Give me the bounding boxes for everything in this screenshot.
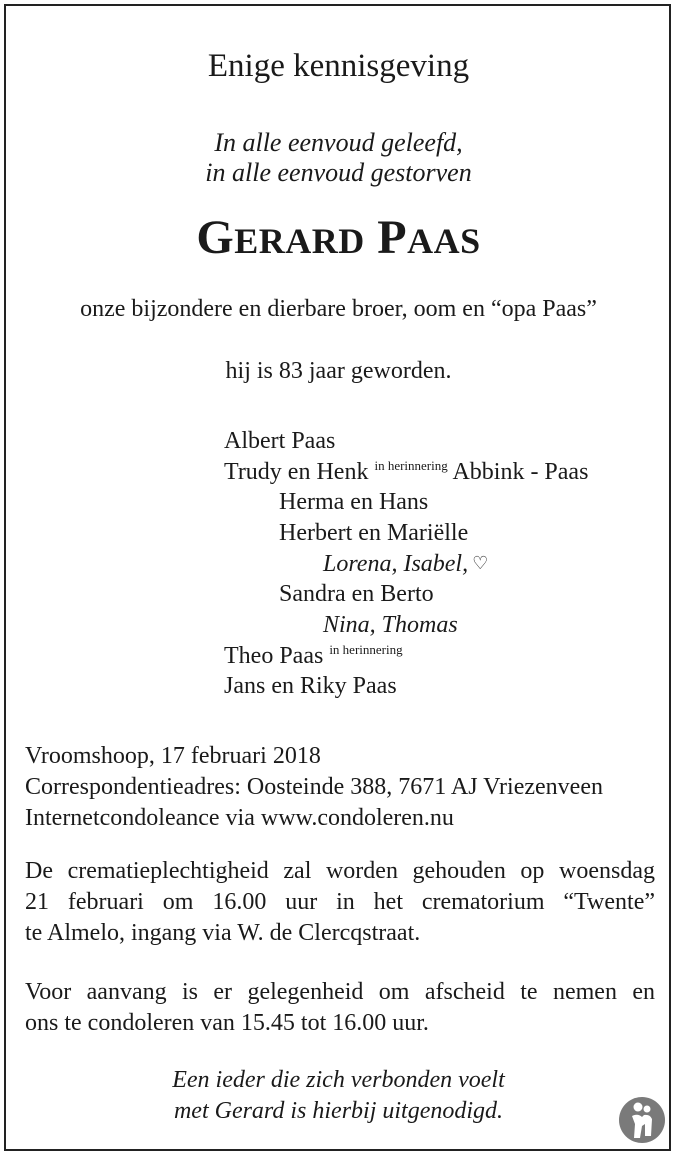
motto-line-2: in alle eenvoud gestorven xyxy=(205,158,472,187)
condolence-website: Internetcondoleance via www.condoleren.nu xyxy=(25,805,454,831)
in-memory-note: in herinnering xyxy=(329,642,403,657)
deceased-name: GERARD PAAS xyxy=(196,211,481,264)
closing-line-2: met Gerard is hierbij uitgenodigd. xyxy=(173,1098,504,1124)
family-trudy: Trudy en Henk $^{in herinnering}$ Abbink - Paas xyxy=(224,458,589,485)
farewell-line-1: Voor aanvang is er gelegenheid om afscheid te nemen en xyxy=(25,979,655,1005)
family-herma: Herma en Hans xyxy=(279,489,429,515)
in-memory-note: in herinnering xyxy=(374,458,448,473)
place-date: Vroomshoop, 17 februari 2018 xyxy=(25,743,321,769)
family-herbert: Herbert en Mariëlle xyxy=(279,520,469,546)
closing-line-1: Een ieder die zich verbonden voelt xyxy=(172,1067,505,1093)
family-sandra: Sandra en Berto xyxy=(279,581,434,607)
deceased-description: onze bijzondere en dierbare broer, oom en “opa Paas” xyxy=(80,296,597,322)
condoleren-logo-icon xyxy=(618,1096,666,1144)
ceremony-line-2: 21 februari om 16.00 uur in het crematorium “Twente” xyxy=(25,889,655,915)
heart-outline-icon: ♡ xyxy=(472,553,489,573)
farewell-line-2: ons te condoleren van 15.45 tot 16.00 uur. xyxy=(25,1010,429,1036)
family-lorena: Lorena, Isabel, ♡ xyxy=(323,551,489,577)
family-nina: Nina, Thomas xyxy=(323,612,458,638)
family-jans: Jans en Riky Paas xyxy=(224,673,397,699)
family-theo: Theo Paas $^{in herinnering}$ xyxy=(224,642,403,669)
family-albert: Albert Paas xyxy=(224,428,336,454)
ceremony-line-1: De crematieplechtigheid zal worden gehouden op woensdag xyxy=(25,858,655,884)
age-line: hij is 83 jaar geworden. xyxy=(225,358,452,384)
motto-line-1: In alle eenvoud geleefd, xyxy=(214,128,463,157)
notice-title: Enige kennisgeving xyxy=(207,48,470,84)
ceremony-line-3: te Almelo, ingang via W. de Clercqstraat. xyxy=(25,920,421,946)
correspondence-address: Correspondentieadres: Oosteinde 388, 7671 AJ Vriezenveen xyxy=(25,774,603,800)
